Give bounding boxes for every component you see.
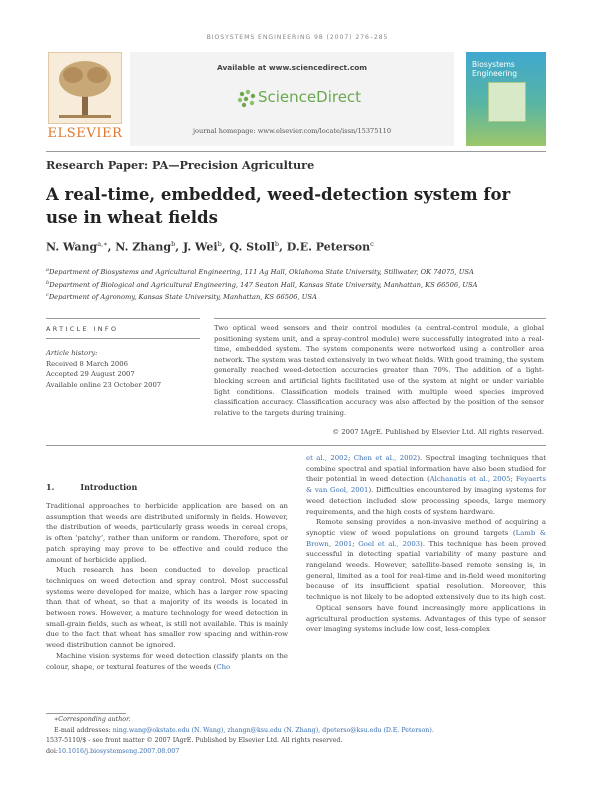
author-affil-marker: b [274, 240, 280, 248]
author-separator: , [221, 240, 230, 254]
email-line [46, 726, 566, 737]
author-separator: , [175, 240, 183, 254]
section-heading [46, 482, 137, 492]
author-affil-marker: b [171, 240, 176, 248]
paragraph [46, 651, 288, 672]
author-name: N. Zhang [115, 240, 172, 254]
sciencedirect-wordmark: ScienceDirect [258, 88, 362, 106]
citation-link[interactable]: Feyaerts & van Gool, 2001 [306, 475, 546, 495]
author-separator: , [279, 240, 287, 254]
citation-link[interactable]: Alchanatis et al., 2005 [429, 475, 511, 484]
section-number: 1. [46, 482, 55, 492]
citation-link[interactable]: Chen et al., 2002 [353, 454, 418, 462]
affiliation-text: Department of Agronomy, Kansas State University, Manhattan, KS 66506, USA [48, 293, 317, 302]
availability-link[interactable]: Available at www.sciencedirect.com [217, 63, 367, 72]
author-name: Q. Stoll [229, 240, 275, 254]
author-name: J. Wei [182, 240, 218, 254]
citation-link[interactable]: et al., 2002 [306, 454, 348, 462]
history-label: Article history: [46, 349, 98, 357]
footnote-divider [46, 713, 126, 714]
paragraph-text: ; [352, 539, 359, 548]
section-type: Research Paper: PA—Precision Agriculture [46, 158, 315, 172]
abstract-bottom-rule [46, 445, 546, 446]
abstract-copyright: © 2007 IAgrE. Published by Elsevier Ltd. All rights reserved. [332, 428, 544, 436]
citation-link[interactable]: Lamb & Brown, 2001 [306, 528, 547, 548]
body-column-right [306, 453, 546, 635]
journal-homepage-link[interactable]: journal homepage: www.elsevier.com/locate/issn/15375110 [192, 127, 392, 135]
affiliations [46, 265, 566, 303]
cover-figure [488, 82, 526, 122]
paragraph-text: ). Difficulties encountered by imaging systems for weed detection included slow processing speeds, large memory requirements, and the high costs of system hardware. [306, 486, 546, 516]
paragraph: Traditional approaches to herbicide application are based on an assumption that weeds are distributed uniformly in fields. However, the distribution of weeds, particularly grass weeds in cereal crops, is often ‘patchy’, rather than uniform or random. Therefore, spot or patch spraying may prove to be effective and could reduce the amount of herbicide applied. [46, 502, 288, 564]
paragraph: Much research has been conducted to develop practical techniques on weed detection and spray control. Most successful systems were developed for maize, which has a larger row spacing than that of wheat, so that a majority of its weeds is located in between rows. However, a mature technology for weed detection in small-grain fields, such as wheat, is still not available. This is mainly due to the fact that wheat has smaller row spacing and within-row weed distribution cannot be ignored. [46, 566, 288, 650]
paragraph [306, 453, 546, 517]
elsevier-tree-logo [48, 52, 122, 124]
journal-header: BIOSYSTEMS ENGINEERING 98 (2007) 276–285 [206, 34, 389, 41]
header-divider [46, 151, 546, 152]
doi-link[interactable]: 10.1016/j.biosystemseng.2007.08.007 [57, 747, 180, 755]
paragraph [306, 517, 546, 603]
affiliation-item [46, 265, 566, 278]
author-list [46, 240, 374, 254]
paragraph-text: ). This technique has been proved successful in detecting spatial variability of many pasture and rangeland weeds. However, satellite-based remote sensing is, in general, limited as a tool for real-time and in-field weed monitoring because of its insufficient spatial resolution. Moreover, this technique is not likely to be adopted extensively due to its high cost. [306, 539, 547, 602]
affiliation-item [46, 290, 566, 303]
affiliation-text: Department of Biosystems and Agricultural Engineering, 111 Ag Hall, Oklahoma State University, Stillwater, OK 74075, USA [48, 268, 474, 277]
citation-link[interactable]: Goel et al., 2003 [358, 539, 421, 548]
history-accepted: Accepted 29 August 2007 [46, 370, 135, 379]
article-info-rule [46, 338, 200, 339]
section-title: Introduction [80, 482, 138, 492]
affiliation-item [46, 278, 566, 291]
author-separator: , [107, 240, 116, 254]
author-affil-marker: c [370, 240, 374, 248]
footnotes [46, 715, 566, 757]
citation-link[interactable]: Cho [216, 662, 231, 671]
affiliation-text: Department of Biological and Agricultural Engineering, 147 Seaton Hall, Kansas State University, Manhattan, KS 66506, USA [49, 280, 478, 289]
cover-title: Biosystems Engineering [472, 60, 517, 78]
email-label: E-mail addresses: [54, 726, 113, 734]
paragraph-text: Machine vision systems for weed detection classify plants on the colour, shape, or textural features of the weeds ( [46, 651, 288, 671]
author-affil-marker: b [217, 240, 222, 248]
affiliation-marker: c [46, 292, 49, 299]
paragraph-text: Remote sensing provides a non-invasive method of acquiring a synoptic view of weed populations on ground targets ( [306, 518, 546, 537]
corresponding-author-note: ∗Corresponding author. [54, 716, 131, 723]
elsevier-wordmark: ELSEVIER [47, 126, 123, 141]
abstract-top-rule [214, 318, 546, 319]
paragraph-text: ). Spectral imaging techniques that combine spectral and spatial information have also been studied for their potential in weed detection ( [306, 454, 547, 484]
article-info-top-rule [46, 318, 200, 319]
article-title: A real-time, embedded, weed-detection system for use in wheat fields [46, 185, 511, 227]
body-column-left [46, 501, 288, 672]
email-links[interactable]: ning.wang@okstate.edu (N. Wang), zhangn@ksu.edu (N. Zhang), dpeterso@ksu.edu (D.E. Peterson). [112, 726, 434, 734]
paragraph-text: ; [510, 475, 516, 484]
doi-line [46, 747, 566, 758]
history-online: Available online 23 October 2007 [46, 381, 162, 390]
paragraph-text: ; [347, 454, 354, 462]
issn-line: 1537-5110/$ - see front matter © 2007 IAgrE. Published by Elsevier Ltd. All rights reserved. [46, 737, 343, 745]
doi-label: doi: [46, 747, 58, 755]
author-name: N. Wang [46, 240, 98, 254]
paragraph: Optical sensors have found increasingly more applications in agricultural production systems. Advantages of this type of sensor over imaging systems include low cost, less-complex [306, 603, 546, 634]
affiliation-marker: b [46, 279, 50, 286]
author-affil-marker: a,∗ [97, 240, 108, 248]
author-name: D.E. Peterson [286, 240, 371, 254]
history-received: Received 8 March 2006 [46, 359, 128, 368]
article-info-heading: ARTICLE INFO [46, 325, 119, 333]
abstract-text: Two optical weed sensors and their control modules (a central-control module, a global positioning system unit, and a spray-control module) were successfully integrated into a real-time, embedded system. The system components were networked using a controller area network. The system was tested extensively in two wheat fields. With good training, the system generally reached weed-detection accuracies greater than 70%. The addition of a light-blocking screen and artificial lights facilitated use of the system at night or under variable light conditions. Classification models trained with multiple weed species improved classification accuracy. Classification accuracy was also affected by the position of the sensor relative to the targets during training. [214, 324, 544, 417]
article-history [46, 348, 161, 391]
affiliation-marker: a [46, 267, 49, 273]
